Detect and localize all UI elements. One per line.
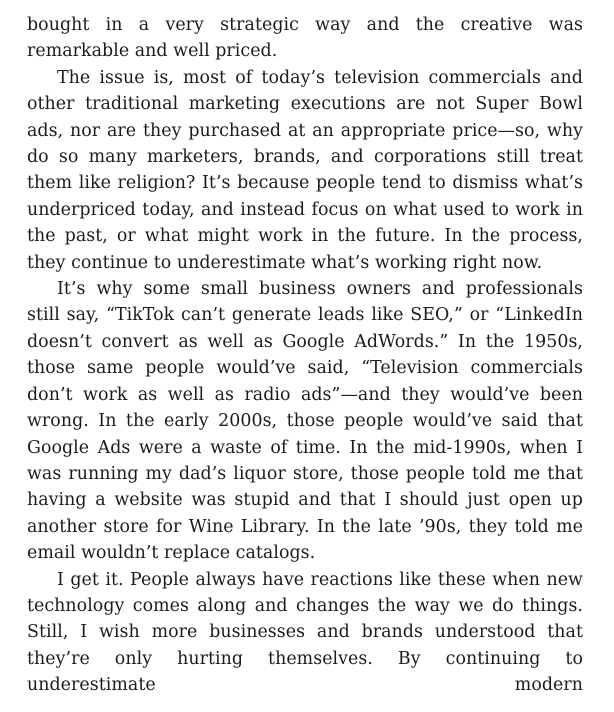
paragraph-2: The issue is, most of today’s television commercials and other traditional marketing executions are not Super Bowl ads, nor are they purchased at an appropriate price—so, why do so many marketers, brands, and corporations still treat them like religion? It’s because people tend to dismiss what’s underpriced today, and instead focus on what used to work in the past, or what might work in the future. In the process, they continue to underestimate what’s working right now.	[27, 67, 583, 273]
paragraph-1: bought in a very strategic way and the creative was remarkable and well priced.	[27, 15, 583, 62]
paragraph-3: It’s why some small business owners and professionals still say, “TikTok can’t generate leads like SEO,” or “LinkedIn doesn’t convert as well as Google AdWords.” In the 1950s, those same people would’ve said, “Television commercials don’t work as well as radio ads”—and they would’ve been wrong. In the early 2000s, those people would’ve said that Google Ads were a waste of time. In the mid-1990s, when I was running my dad’s liquor store, those people told me that having a website was stupid and that I should just open up another store for Wine Library. In the late ’90s, they told me email wouldn’t replace catalogs.	[27, 279, 583, 564]
paragraph-4: I get it. People always have reactions like these when new technology comes along and changes the way we do things. Still, I wish more businesses and brands understood that they’re only hurting themselves. By continuing to underestimate modern	[27, 569, 583, 696]
book-page	[27, 12, 583, 699]
